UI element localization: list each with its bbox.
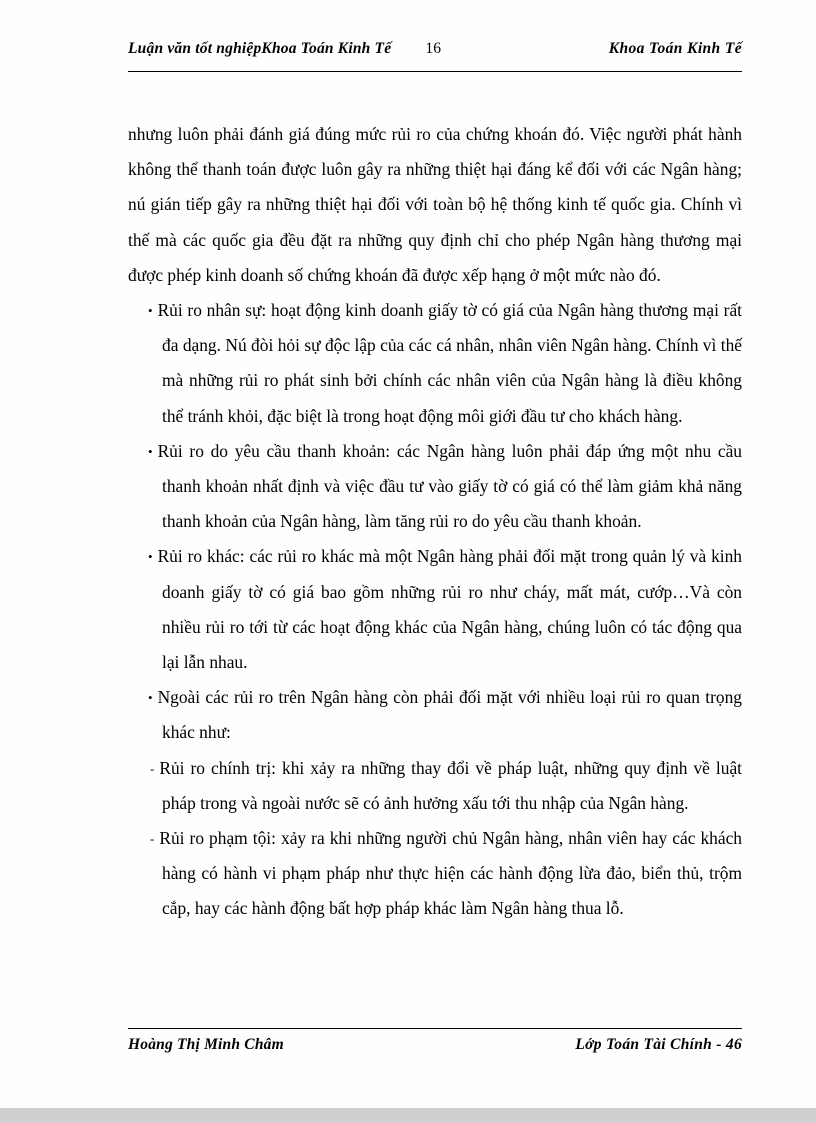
paragraph: nhưng luôn phải đánh giá đúng mức rủi ro của chứng khoán đó. Việc người phát hành không thể thanh toán được luôn gây ra những thiệt hại đáng kể đối với các Ngân hàng; nú gián tiếp gây ra những thiệt hại đối với toàn bộ hệ thống kinh tế quốc gia. Chính vì thế mà các quốc gia đều đặt ra những quy định chỉ cho phép Ngân hàng thương mại được phép kinh doanh số chứng khoán đã được xếp hạng ở một mức nào đó.	[128, 124, 742, 285]
paragraph-text: Ngoài các rủi ro trên Ngân hàng còn phải đối mặt với nhiều loại rủi ro quan trọng khác như:	[157, 687, 742, 743]
paragraph-dash	[128, 821, 742, 927]
footer-class: Lớp Toán Tài Chính - 46	[575, 1036, 742, 1053]
dash-icon: -	[150, 831, 155, 847]
bullet-icon: •	[148, 443, 153, 459]
paragraph-bullet	[128, 293, 742, 434]
paragraph-text: Rủi ro phạm tội: xảy ra khi những người chủ Ngân hàng, nhân viên hay các khách hàng có hành vi phạm pháp như thực hiện các hành động lừa đảo, biển thủ, trộm cắp, hay các hành động bất hợp pháp khác làm Ngân hàng thua lỗ.	[159, 828, 742, 919]
bullet-icon: •	[148, 549, 153, 565]
paragraph-text: Rủi ro khác: các rủi ro khác mà một Ngân hàng phải đối mặt trong quản lý và kinh doanh giấy tờ có giá bao gồm những rủi ro như cháy, mất mát, cướp…Và còn nhiều rủi ro tới từ các hoạt động khác của Ngân hàng, chúng luôn có tác động qua lại lẫn nhau.	[157, 546, 742, 673]
paragraph-bullet	[128, 680, 742, 750]
paragraph-text: Rủi ro nhân sự: hoạt động kinh doanh giấy tờ có giá của Ngân hàng thương mại rất đa dạng. Nú đòi hỏi sự độc lập của các cá nhân, nhân viên Ngân hàng. Chính vì thế mà những rủi ro phát sinh bởi chính các nhân viên của Ngân hàng là điều không thể tránh khỏi, đặc biệt là trong hoạt động môi giới đầu tư cho khách hàng.	[157, 300, 742, 426]
body-text	[128, 117, 742, 927]
paragraph-bullet	[128, 434, 742, 540]
footer-divider	[128, 1028, 742, 1029]
page-header	[128, 40, 742, 74]
bullet-icon: •	[148, 303, 153, 319]
page-footer	[128, 1028, 742, 1054]
dash-icon: -	[150, 760, 155, 776]
header-right-title: Khoa Toán Kinh Tế	[608, 40, 742, 57]
paragraph-text: Rủi ro chính trị: khi xảy ra những thay đổi về pháp luật, những quy định về luật pháp trong và ngoài nước sẽ có ảnh hưởng xấu tới thu nhập của Ngân hàng.	[159, 757, 742, 813]
paragraph-dash	[128, 751, 742, 821]
bullet-icon: •	[148, 690, 153, 706]
paragraph-text: Rủi ro do yêu cầu thanh khoản: các Ngân hàng luôn phải đáp ứng một nhu cầu thanh khoản nhất định và việc đầu tư vào giấy tờ có giá có thể làm giảm khả năng thanh khoản của Ngân hàng, làm tăng rủi ro do yêu cầu thanh khoản.	[157, 440, 742, 532]
header-page-number: 16	[425, 40, 442, 57]
page-content	[128, 40, 742, 927]
footer-author: Hoàng Thị Minh Châm	[128, 1036, 284, 1053]
header-left-title: Luận văn tốt nghiệpKhoa Toán Kinh Tế	[128, 40, 392, 57]
header-row	[128, 40, 742, 58]
header-divider	[128, 71, 742, 72]
paragraph-bullet	[128, 539, 742, 680]
page-bottom-edge	[0, 1108, 816, 1123]
footer-row	[128, 1036, 742, 1054]
